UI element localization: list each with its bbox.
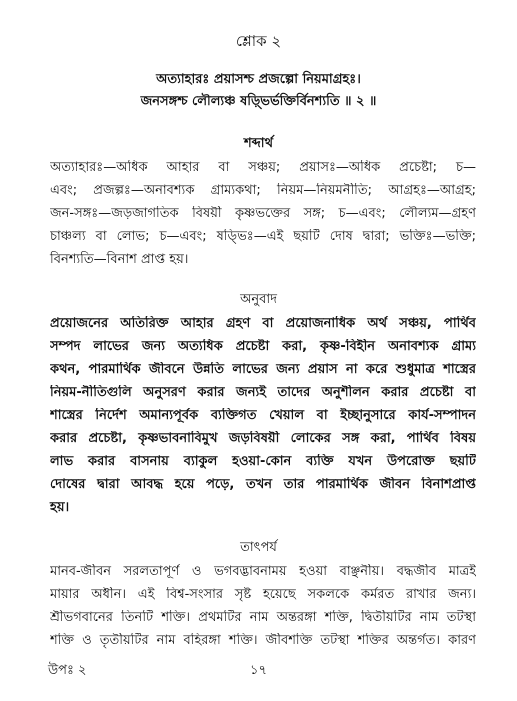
synonyms-line: এবং; প্রজল্পঃ—অনাবশ্যক গ্রাম্যকথা; নিয়ম—নিয়মনীতি; আগ্রহঃ—আগ্রহ; <box>50 183 476 198</box>
synonyms-line: জন-সঙ্গঃ—জড়জাগতিক বিষয়ী কৃষ্ণভক্তের সঙ্গ; চ—এবং; লৌল্যম—গ্রহণ <box>50 206 476 221</box>
synonyms-line: বিনশ্যতি—বিনাশ প্রাপ্ত হয়। <box>50 252 189 267</box>
translation-line: হয়। <box>50 500 70 515</box>
translation-heading: অনুবাদ <box>240 292 277 307</box>
purport-line: মানব-জীবন সরলতাপূর্ণ ও ভগবদ্ভাবনাময় হওয়া বাঞ্ছনীয়। বদ্ধজীব মাত্রই <box>50 564 476 579</box>
verse-line-1: অত্যাহারঃ প্রয়াসশ্চ প্রজল্পো নিয়মাগ্রহঃ। <box>156 72 361 87</box>
purport-heading: তাৎপর্য <box>240 540 277 555</box>
synonyms-line: চাঞ্চল্য বা লোভ; চ—এবং; ষড্ভিঃ—এই ছয়টি দোষ দ্বারা; ভক্তিঃ—ভক্তি; <box>50 229 476 244</box>
purport-line: শক্তি ও তৃতীয়টির নাম বহিরঙ্গা শক্তি। জীবশক্তি তটস্থা শক্তির অন্তর্গত। কারণ <box>50 633 476 648</box>
translation-line: সম্পদ লাভের জন্য অত্যধিক প্রচেষ্টা করা, কৃষ্ণ-বিহীন অনাবশ্যক গ্রাম্য <box>50 339 476 354</box>
translation-line: করার প্রচেষ্টা, কৃষ্ণভাবনাবিমুখ জড়বিষয়ী লোকের সঙ্গ করা, পার্থিব বিষয় <box>50 431 476 446</box>
translation-line: লাভ করার বাসনায় ব্যাকুল হওয়া-কোন ব্যক্তি যখন উপরোক্ত ছয়টি <box>50 454 476 469</box>
purport-line: মায়ার অধীন। এই বিশ্ব-সংসার সৃষ্ট হয়েছে সকলকে কর্মরত রাখার জন্য। <box>50 587 476 602</box>
purport-line: শ্রীভগবানের তিনটি শক্তি। প্রথমটির নাম অন্তরঙ্গা শক্তি, দ্বিতীয়টির নাম তটস্থা <box>50 610 476 625</box>
translation-line: নিয়ম-নীতিগুলি অনুসরণ করার জন্যই তাদের অনুশীলন করার প্রচেষ্টা বা <box>50 385 476 400</box>
translation-line: দোষের দ্বারা আবদ্ধ হয়ে পড়ে, তখন তার পারমার্থিক জীবন বিনাশপ্রাপ্ত <box>50 477 476 492</box>
translation-line: শাস্ত্রের নির্দেশ অমান্যপূর্বক ব্যক্তিগত খেয়াল বা ইচ্ছানুসারে কার্য-সম্পাদন <box>50 408 476 423</box>
synonyms-heading: শব্দার্থ <box>243 136 273 151</box>
synonyms-line: অত্যাহারঃ—অধিক আহার বা সঞ্চয়; প্রয়াসঃ—অধিক প্রচেষ্টা; চ— <box>50 160 476 175</box>
page-number: ১৭ <box>250 663 267 678</box>
footer-section-ref: উপঃ ২ <box>48 663 87 678</box>
verse-line-2: জনসঙ্গশ্চ লৌল্যঞ্চ ষড়্ভির্ভক্তির্বিনশ্যতি ॥ ২ ॥ <box>140 94 377 109</box>
translation-line: প্রয়োজনের অতিরিক্ত আহার গ্রহণ বা প্রয়োজনাধিক অর্থ সঞ্চয়, পার্থিব <box>50 316 476 331</box>
page-title: শ্লোক ২ <box>235 32 282 50</box>
translation-line: কথন, পারমার্থিক জীবনে উন্নতি লাভের জন্য প্রয়াস না করে শুধুমাত্র শাস্ত্রের <box>50 362 476 377</box>
